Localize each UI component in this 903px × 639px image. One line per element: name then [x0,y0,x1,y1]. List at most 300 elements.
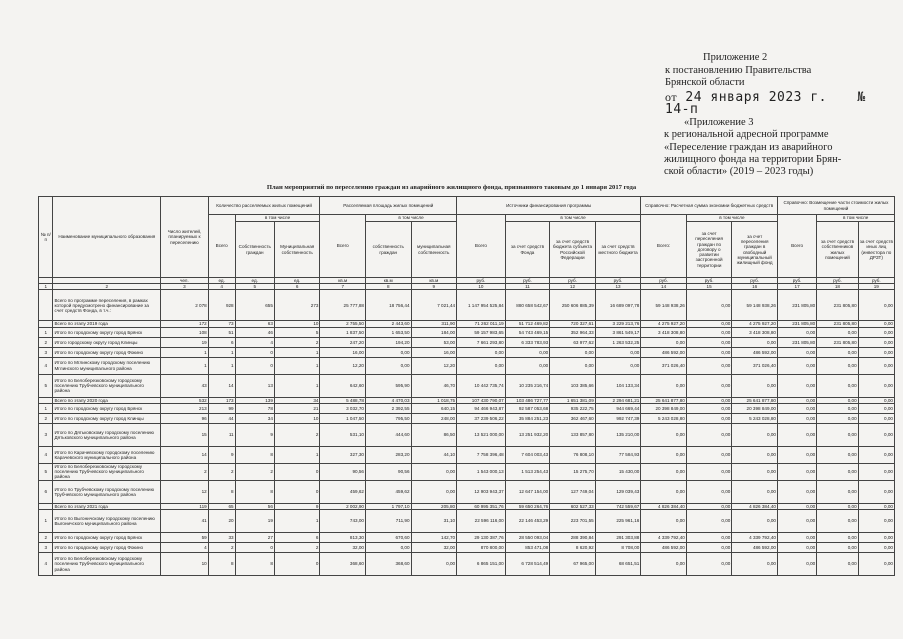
value-cell: 0,00 [858,553,894,576]
value-cell: 37 239 506,22 [457,413,506,423]
value-cell: 0,00 [686,327,732,337]
value-cell: 0,00 [858,510,894,533]
value-cell: 720 327,61 [550,321,596,327]
value-cell: 0,00 [858,446,894,463]
value-cell: 54 743 469,15 [505,327,550,337]
annex2-from-label: от [665,89,678,104]
row-name-cell: Итого по Дятьковскому городскому поселению Дятьковского муниципального района [53,423,161,446]
annex2-line1: Приложение 2 [703,52,768,63]
value-cell: 640,15 [411,403,457,413]
row-index-cell: 3 [39,423,53,446]
value-cell: 15 430,00 [595,463,641,480]
value-cell: 0,00 [777,327,816,337]
value-cell: 9 [208,446,235,463]
value-cell: 139 [235,397,274,403]
value-cell: 0,00 [686,374,732,397]
value-cell: 0,00 [858,403,894,413]
row-index-cell [39,290,53,321]
table-row [39,510,895,533]
row-name-cell: Всего по этапу 2020 года [53,397,161,403]
value-cell: 29 130 387,76 [457,533,506,543]
value-cell: 0 [235,543,274,553]
value-cell: 51 712 469,82 [505,321,550,327]
value-cell: 86,50 [411,423,457,446]
value-cell: 0,00 [365,357,411,374]
table-row [39,374,895,397]
value-cell: 0,00 [817,510,858,533]
value-cell: 1 147 954 525,84 [457,290,506,321]
row-name-cell: Итого по городскому округу город Фокино [53,543,161,553]
value-cell: 0,00 [411,553,457,576]
value-cell: 0,00 [732,463,778,480]
value-cell: 96 [161,413,209,423]
value-cell: 531,10 [320,423,366,446]
table-row [39,337,895,347]
value-cell: 32,00 [320,543,366,553]
value-cell: 0,00 [686,357,732,374]
value-cell: 20 [208,510,235,533]
value-cell: 0,00 [686,403,732,413]
row-index-cell: 2 [39,413,53,423]
value-cell: 3 032,70 [320,403,366,413]
units-cell: ед. [235,278,274,284]
value-cell: 34 [235,413,274,423]
value-cell: 31,10 [411,510,457,533]
annex2-number: № 14-п [665,89,866,117]
header-ref2-a: за счет средств собственников жилых помещений [817,222,858,278]
row-name-cell: Итого по Трубчевскому городскому поселению Трубчевского муниципального района [53,480,161,503]
row-name-cell: Итого по городскому округу город Клинцы [53,413,161,423]
value-cell: 2 755,50 [320,321,366,327]
header-ref1-incl: в том числе [686,215,777,222]
units-cell: руб. [686,278,732,284]
units-cell: руб. [732,278,778,284]
value-cell: 0,00 [777,510,816,533]
units-cell: руб. [457,278,506,284]
row-index-cell: 1 [39,510,53,533]
value-cell: 0,00 [686,480,732,503]
value-cell: 0,00 [817,397,858,403]
column-number-cell: 1 [39,284,53,290]
column-number-cell: 2 [53,284,161,290]
value-cell: 231 805,80 [777,321,816,327]
value-cell: 16,00 [411,347,457,357]
value-cell: 59 [161,533,209,543]
value-cell: 32,00 [411,543,457,553]
column-number-cell: 11 [505,284,550,290]
units-cell: руб. [641,278,687,284]
value-cell: 3 418 308,80 [732,327,778,337]
value-cell: 0,00 [732,480,778,503]
value-cell: 94 466 943,87 [457,403,506,413]
value-cell: 6 [208,337,235,347]
value-cell: 46 [235,327,274,337]
value-cell: 0,00 [411,463,457,480]
value-cell: 12 903 943,37 [457,480,506,503]
value-cell: 0,00 [595,357,641,374]
units-cell: ед. [208,278,235,284]
value-cell: 602 527,33 [550,503,596,509]
value-cell: 194,20 [365,337,411,347]
units-cell: кв.м [411,278,457,284]
value-cell: 0,00 [686,446,732,463]
value-cell: 2 [208,543,235,553]
header-ref2-group: Справочно: Возмещение части стоимости жилых помещений [777,197,894,215]
column-number-cell: 15 [686,284,732,290]
value-cell: 0,00 [817,533,858,543]
value-cell: 2 [274,423,320,446]
header-num: № п/п [39,197,53,278]
value-cell: 231 805,80 [817,321,858,327]
value-cell: 0 [274,463,320,480]
value-cell: 0,00 [858,347,894,357]
value-cell: 35 884 251,23 [505,413,550,423]
value-cell: 0,00 [817,403,858,413]
value-cell: 2 [208,463,235,480]
value-cell: 0,00 [817,463,858,480]
value-cell: 0 [235,347,274,357]
value-cell: 1 [274,374,320,397]
table-body [39,290,895,576]
value-cell: 205,80 [411,503,457,509]
value-cell: 223 701,55 [550,510,596,533]
value-cell: 22 596 116,00 [457,510,506,533]
value-cell: 71 262 011,19 [457,321,506,327]
value-cell: 68 651,51 [595,553,641,576]
value-cell: 0,00 [686,553,732,576]
value-cell: 4 [161,543,209,553]
units-cell: кв.м [320,278,366,284]
value-cell: 22 146 453,29 [505,510,550,533]
value-cell: 65 [208,503,235,509]
value-cell: 73 [208,321,235,327]
value-cell: 459,62 [320,480,366,503]
header-area-private: собственность граждан [365,222,411,278]
value-cell: 0,00 [817,423,858,446]
value-cell: 10 442 735,74 [457,374,506,397]
value-cell: 1 [161,347,209,357]
value-cell: 8 [208,480,235,503]
value-cell: 0,00 [732,553,778,576]
header-area-total: Всего [320,215,366,278]
value-cell: 4 275 927,20 [732,321,778,327]
value-cell: 103 385,66 [550,374,596,397]
value-cell: 231 805,80 [777,290,816,321]
value-cell: 13 251 932,20 [505,423,550,446]
value-cell: 0,00 [641,446,687,463]
header-ref2-b: за счет средств иных лиц (инвестора по ДРЗТ) [858,222,894,278]
value-cell: 0,00 [777,533,816,543]
column-number-cell: 5 [235,284,274,290]
header-fin-incl: в том числе [505,215,641,222]
value-cell: 2 [274,337,320,347]
value-cell: 1 [208,357,235,374]
annex2-line2: к постановлению Правительства [665,64,812,76]
value-cell: 0,00 [817,374,858,397]
row-index-cell: 4 [39,357,53,374]
value-cell: 59 148 938,26 [732,290,778,321]
value-cell: 25 777,88 [320,290,366,321]
value-cell: 352 964,33 [550,327,596,337]
value-cell: 25 641 877,80 [641,397,687,403]
value-cell: 12 647 154,00 [505,480,550,503]
value-cell: 0,00 [641,510,687,533]
value-cell: 2 002,90 [320,503,366,509]
value-cell: 0,00 [817,357,858,374]
value-cell: 928 [208,290,235,321]
value-cell: 0,00 [777,503,816,509]
value-cell: 59 148 938,26 [641,290,687,321]
value-cell: 46,70 [411,374,457,397]
value-cell: 19 [161,337,209,347]
value-cell: 16,00 [320,347,366,357]
column-number-cell: 14 [641,284,687,290]
value-cell: 135 210,00 [595,423,641,446]
header-ref2-incl: в том числе [817,215,895,222]
row-name-cell: Итого по Мглинскому городскому поселению Мглинского муниципального района [53,357,161,374]
row-name-cell: Итого по городскому округу город Брянск [53,533,161,543]
value-cell: 0,00 [858,374,894,397]
value-cell: 19 [235,510,274,533]
value-cell: 0 [274,553,320,576]
table-row [39,553,895,576]
value-cell: 711,90 [365,510,411,533]
document-title: План мероприятий по переселению граждан из аварийного жилищного фонда, признанного таковым до 1 января 2017 года [266,184,637,191]
value-cell: 0,00 [858,543,894,553]
value-cell: 12,20 [320,357,366,374]
value-cell: 63 [235,321,274,327]
header-area-group: Расселяемая площадь жилых помещений [320,197,457,215]
value-cell: 0,00 [686,290,732,321]
value-cell: 6 865 151,00 [457,553,506,576]
value-cell: 51 [208,327,235,337]
value-cell: 0,00 [641,337,687,347]
value-cell: 0,00 [817,480,858,503]
value-cell: 0 [274,480,320,503]
value-cell: 642,60 [320,374,366,397]
value-cell: 291 303,88 [595,533,641,543]
column-number-cell: 8 [365,284,411,290]
value-cell: 992 747,39 [595,413,641,423]
value-cell: 10 235 216,74 [505,374,550,397]
value-cell: 795,50 [365,413,411,423]
value-cell: 1 837,50 [320,327,366,337]
row-name-cell: Итого городскому округу город Клинцы [53,337,161,347]
value-cell: 1 543 000,13 [457,463,506,480]
value-cell: 10 [161,553,209,576]
row-name-cell: Итого по Белоберезковскому городскому поселению Трубчевского муниципального района [53,374,161,397]
column-number-cell: 16 [732,284,778,290]
value-cell: 743,00 [320,510,366,533]
row-index-cell: 5 [39,463,53,480]
value-cell: 0,00 [732,423,778,446]
value-cell: 0,00 [817,327,858,337]
value-cell: 742 559,67 [595,503,641,509]
value-cell: 119 [161,503,209,509]
header-fin-total: Всего [457,215,506,278]
units-cell: ед. [274,278,320,284]
value-cell: 0,00 [858,480,894,503]
row-name-cell: Итого по городскому округу город Фокино [53,347,161,357]
row-index-cell: 1 [39,403,53,413]
value-cell: 0,00 [732,337,778,347]
value-cell: 0,00 [777,397,816,403]
value-cell: 0,00 [777,357,816,374]
header-row-groups [39,197,895,215]
value-cell: 43 [161,374,209,397]
value-cell: 1 513 254,43 [505,463,550,480]
row-name-cell: Итого по городскому округу город Брянск [53,327,161,337]
value-cell: 853 471,08 [505,543,550,553]
value-cell: 104 133,34 [595,374,641,397]
value-cell: 0,00 [777,347,816,357]
value-cell: 0,00 [686,321,732,327]
table-row [39,347,895,357]
value-cell: 0,00 [686,347,732,357]
value-cell: 0,00 [858,397,894,403]
header-ref2-total: Всего [777,215,816,278]
value-cell: 1 263 532,25 [595,337,641,347]
value-cell: 1 [274,357,320,374]
value-cell: 0,00 [777,463,816,480]
value-cell: 13 521 000,00 [457,423,506,446]
table-row [39,290,895,321]
column-number-cell: 7 [320,284,366,290]
value-cell: 2 [235,463,274,480]
value-cell: 0,00 [858,503,894,509]
value-cell: 327,30 [320,446,366,463]
column-number-cell: 18 [817,284,858,290]
column-number-cell: 13 [595,284,641,290]
value-cell: 21 [274,403,320,413]
value-cell: 2 294 681,21 [595,397,641,403]
value-cell: 20 398 849,00 [732,403,778,413]
value-cell: 0,00 [858,533,894,543]
table-row [39,413,895,423]
value-cell: 142,70 [411,533,457,543]
value-cell: 12,20 [411,357,457,374]
value-cell: 247,20 [320,337,366,347]
value-cell: 0,00 [777,553,816,576]
header-rooms-incl: в том числе [235,215,320,222]
header-finance-group: Источники финансирования программы [457,197,641,215]
value-cell: 11 [208,423,235,446]
value-cell: 248,00 [411,413,457,423]
units-cell: чел. [161,278,209,284]
value-cell: 283,20 [365,446,411,463]
value-cell: 53,00 [411,337,457,347]
units-cell: руб. [858,278,894,284]
annex2-date-line [665,91,895,117]
units-cell: кв.м [365,278,411,284]
value-cell: 4 339 792,40 [732,533,778,543]
table-row [39,423,895,446]
value-cell: 0,00 [550,347,596,357]
value-cell: 0,00 [457,357,506,374]
value-cell: 18 756,44 [365,290,411,321]
value-cell: 1 [161,357,209,374]
value-cell: 250 606 885,39 [550,290,596,321]
value-cell: 0,00 [777,403,816,413]
value-cell: 813,30 [320,533,366,543]
value-cell: 0,00 [641,553,687,576]
value-cell: 444,60 [365,423,411,446]
value-cell: 0,00 [777,423,816,446]
row-index-cell: 4 [39,446,53,463]
value-cell: 2 392,55 [365,403,411,413]
value-cell: 273 [274,290,320,321]
value-cell: 0,00 [550,357,596,374]
value-cell: 0,00 [686,397,732,403]
value-cell: 0,00 [641,423,687,446]
value-cell: 0,00 [641,374,687,397]
value-cell: 225 961,16 [595,510,641,533]
value-cell: 9 [235,423,274,446]
value-cell: 10 [274,413,320,423]
annex2-line3: Брянской области [665,77,745,88]
annex3-line4: жилищного фонда на территории Брян- [664,153,842,165]
annex3-line2: к региональной адресной программе [664,129,829,141]
value-cell: 0,00 [732,374,778,397]
header-name: Наименование муниципального образования [53,197,161,278]
row-index-cell: 3 [39,543,53,553]
value-cell: 870 800,00 [457,543,506,553]
value-cell: 935 222,75 [550,403,596,413]
value-cell: 4 [235,337,274,347]
header-rooms-private: Собственность граждан [235,222,274,278]
value-cell: 0,00 [858,337,894,347]
value-cell: 8 [235,480,274,503]
value-cell: 63 977,62 [550,337,596,347]
value-cell: 4 826 384,40 [641,503,687,509]
value-cell: 67 965,00 [550,553,596,576]
value-cell: 7 758 396,48 [457,446,506,463]
value-cell: 655 [235,290,274,321]
value-cell: 0,00 [686,337,732,347]
value-cell: 0,00 [817,553,858,576]
value-cell: 371 026,40 [641,357,687,374]
value-cell: 231 805,80 [817,290,858,321]
value-cell: 103 486 727,77 [505,397,550,403]
value-cell: 486 592,00 [732,347,778,357]
value-cell: 8 620,92 [550,543,596,553]
value-cell: 2 443,60 [365,321,411,327]
header-fin-fund: за счет средств Фонда [505,222,550,278]
value-cell: 0,00 [817,446,858,463]
value-cell: 8 [235,446,274,463]
value-cell: 0,00 [732,510,778,533]
value-cell: 0,00 [777,480,816,503]
header-rooms-group: Количество расселяемых жилых помещений [208,197,320,215]
value-cell: 0,00 [365,347,411,357]
value-cell: 10 [274,321,320,327]
column-number-cell: 6 [274,284,320,290]
value-cell: 2 078 [161,290,209,321]
value-cell: 56 [235,503,274,509]
annex3-header [664,117,899,178]
value-cell: 0,00 [686,543,732,553]
value-cell: 2 [161,463,209,480]
value-cell: 59 650 264,76 [505,503,550,509]
value-cell: 0,00 [777,543,816,553]
value-cell: 944 669,44 [595,403,641,413]
row-index-cell: 3 [39,347,53,357]
value-cell: 1 047,50 [320,413,366,423]
header-fin-local: за счет средств местного бюджета [595,222,641,278]
table-row [39,463,895,480]
column-number-cell: 17 [777,284,816,290]
value-cell: 6 [274,533,320,543]
